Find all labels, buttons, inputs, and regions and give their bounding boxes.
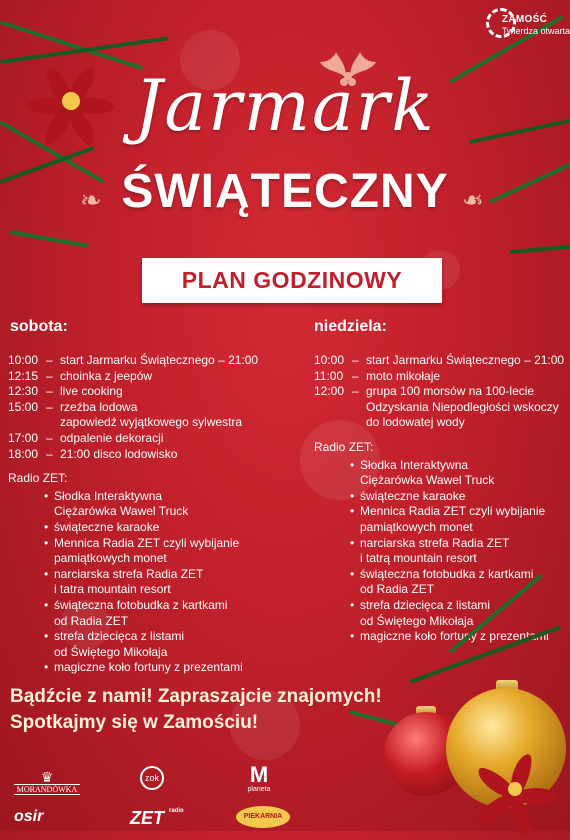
attraction-line: pamiątkowych monet — [360, 519, 473, 534]
attraction-line: magiczne koło fortuny z prezentami — [54, 660, 243, 675]
bullet-icon: • — [44, 629, 49, 644]
entry-time: 12:00 — [314, 384, 345, 399]
attraction-line: od Świętego Mikołaja — [54, 644, 168, 659]
planeta-text: planeta — [247, 786, 271, 793]
bullet-icon: • — [350, 629, 355, 644]
radio-attraction-item — [314, 458, 570, 489]
swirl-ornament-right: ❧ — [462, 186, 484, 216]
entry-dash: – — [46, 353, 53, 367]
entry-dash: – — [352, 353, 359, 367]
entry-dash: – — [46, 446, 53, 461]
attraction-line: i tatra mountain resort — [54, 582, 171, 597]
zok-logo — [140, 766, 164, 790]
logo-town: ZAMOŚĆ — [502, 14, 548, 25]
entry-dash: – — [352, 384, 359, 399]
schedule-entry — [8, 400, 298, 416]
radio-attraction-item — [8, 489, 298, 520]
bullet-icon: • — [44, 566, 49, 581]
bullet-icon: • — [350, 457, 355, 472]
zamosc-logo — [486, 4, 570, 44]
attraction-line: od Radia ZET — [54, 613, 129, 628]
saturday-heading: sobota: — [10, 318, 68, 335]
morandowka-logo: ♛ MORANDÓWKA — [14, 770, 80, 795]
attraction-line: strefa dziecięca z listami — [360, 597, 491, 612]
entry-text: grupa 100 morsów na 100-lecie — [366, 384, 535, 399]
entry-continuation: Odzyskania Niepodległości wskoczy — [366, 399, 559, 414]
entry-text: live cooking — [60, 384, 123, 399]
logo-tagline: Twierdza otwarta — [502, 26, 570, 36]
attraction-line: od Świętego Mikołaja — [360, 613, 474, 628]
attraction-line: Słodka Interaktywna — [54, 488, 163, 503]
entry-dash: – — [46, 384, 53, 399]
attraction-line: Słodka Interaktywna — [360, 457, 469, 472]
radio-attraction-item — [8, 660, 298, 676]
entry-continuation: zapowiedź wyjątkowego sylwestra — [60, 415, 243, 430]
entry-dash: – — [46, 399, 53, 414]
attraction-line: pamiątkowych monet — [54, 551, 167, 566]
radio-attraction-item — [8, 536, 298, 567]
attraction-line: i tatrą mountain resort — [360, 551, 477, 566]
entry-dash: – — [46, 368, 53, 383]
schedule-entry — [8, 431, 298, 447]
planeta-logo: M planeta — [244, 764, 274, 793]
radio-attraction-item — [314, 489, 570, 505]
entry-dash: – — [46, 430, 53, 445]
schedule-entry — [8, 447, 298, 463]
entry-text: 21:00 disco lodowisko — [60, 446, 178, 461]
entry-text: odpalenie dekoracji — [60, 430, 164, 445]
attraction-line: narciarska strefa Radia ZET — [54, 566, 204, 581]
schedule-entry — [8, 353, 298, 369]
entry-time: 12:15 — [8, 368, 39, 383]
attraction-line: od Radia ZET — [360, 582, 435, 597]
title-script: Jarmark — [134, 65, 436, 147]
closing-line: Bądźcie z nami! Zapraszajcie znajomych! — [10, 686, 382, 707]
entry-text: rzeźba lodowa — [60, 399, 138, 414]
osir-text: osir — [14, 808, 44, 825]
saturday-schedule — [8, 353, 298, 676]
entry-text: choinka z jeepów — [60, 368, 153, 383]
attraction-line: magiczne koło fortuny z prezentami — [360, 629, 549, 644]
bullet-icon: • — [350, 566, 355, 581]
bullet-icon: • — [44, 519, 49, 534]
entry-time: 12:30 — [8, 384, 39, 399]
bullet-icon: • — [44, 660, 49, 675]
bullet-icon: • — [44, 535, 49, 550]
bullet-icon: • — [350, 504, 355, 519]
attraction-line: Ciężarówka Wawel Truck — [360, 473, 495, 488]
entry-time: 11:00 — [314, 368, 344, 383]
entry-text: start Jarmarku Świątecznego – 21:00 — [60, 353, 259, 367]
zok-text: zok — [144, 773, 159, 783]
bullet-icon: • — [350, 597, 355, 612]
morandowka-text: MORANDÓWKA — [14, 784, 80, 795]
entry-text: moto mikołaje — [366, 368, 441, 383]
bullet-icon: • — [44, 488, 49, 503]
attraction-line: Mennica Radia ZET czyli wybijanie — [360, 504, 546, 519]
radio-attraction-item — [314, 598, 570, 629]
entry-dash: – — [352, 368, 359, 383]
pine-branch-decoration — [430, 0, 570, 300]
entry-text: start Jarmarku Świątecznego – 21:00 — [366, 353, 565, 367]
zet-small-text: radio — [169, 808, 184, 814]
entry-time: 17:00 — [8, 430, 39, 445]
attraction-line: świąteczna fotobudka z kartkami — [54, 597, 228, 612]
piekarnia-logo — [236, 806, 290, 828]
attraction-line: narciarska strefa Radia ZET — [360, 535, 510, 550]
entry-time: 10:00 — [8, 353, 39, 367]
schedule-entry — [314, 369, 570, 385]
radio-attraction-item — [8, 598, 298, 629]
schedule-entry — [8, 384, 298, 400]
radio-zet-logo — [130, 808, 184, 829]
attraction-line: świąteczna fotobudka z kartkami — [360, 566, 534, 581]
bullet-icon: • — [350, 488, 355, 503]
sunday-schedule — [314, 353, 570, 645]
attraction-line: świąteczne karaoke — [54, 519, 160, 534]
schedule-entry — [8, 369, 298, 385]
radio-attraction-item — [8, 629, 298, 660]
title-main: ŚWIĄTECZNY — [121, 165, 449, 218]
attraction-line: Ciężarówka Wawel Truck — [54, 504, 189, 519]
osir-logo — [14, 808, 43, 826]
radio-attraction-item — [314, 536, 570, 567]
attraction-line: Mennica Radia ZET czyli wybijanie — [54, 535, 240, 550]
zet-text: ZET — [130, 808, 164, 828]
radio-zet-label: Radio ZET: — [8, 471, 68, 486]
piekarnia-text: PIEKARNIA — [243, 813, 283, 820]
closing-line: Spotkajmy się w Zamościu! — [10, 712, 259, 733]
attraction-line: świąteczne karaoke — [360, 488, 466, 503]
entry-time: 10:00 — [314, 353, 345, 367]
schedule-entry — [314, 353, 570, 369]
plan-banner — [142, 258, 442, 303]
attraction-line: strefa dziecięca z listami — [54, 629, 185, 644]
entry-time: 18:00 — [8, 446, 39, 461]
radio-attraction-item — [8, 520, 298, 536]
poinsettia-icon — [480, 760, 570, 831]
bullet-icon: • — [44, 597, 49, 612]
plan-label: PLAN GODZINOWY — [181, 267, 403, 293]
swirl-ornament-left: ❧ — [80, 186, 102, 216]
entry-continuation: do lodowatej wody — [366, 415, 465, 430]
entry-time: 15:00 — [8, 399, 39, 414]
radio-zet-label: Radio ZET: — [314, 439, 374, 454]
radio-attraction-item — [8, 567, 298, 598]
schedule-entry — [314, 384, 570, 400]
sunday-heading: niedziela: — [314, 318, 387, 335]
bullet-icon: • — [350, 535, 355, 550]
radio-attraction-item — [314, 504, 570, 535]
closing-message — [10, 684, 382, 736]
